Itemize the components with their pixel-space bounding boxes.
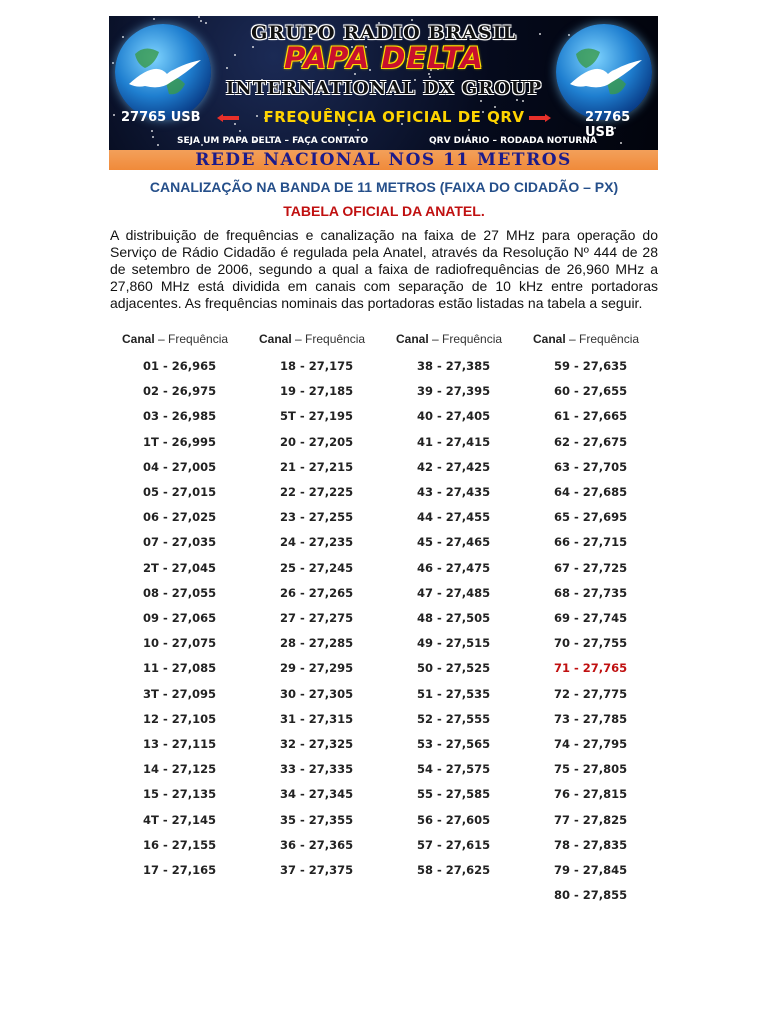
star-decoration <box>522 100 524 102</box>
table-cell: 55 - 27,585 <box>417 787 491 802</box>
table-cell: 47 - 27,485 <box>417 585 491 600</box>
table-cell: 2T - 27,045 <box>143 560 217 575</box>
table-cell: 59 - 27,635 <box>554 359 628 373</box>
table-cell: 01 - 26,965 <box>143 359 217 373</box>
header-canal: Canal <box>533 332 566 346</box>
page-subtitle: TABELA OFICIAL DA ANATEL. <box>283 203 485 219</box>
table-cell: 19 - 27,185 <box>280 384 354 399</box>
table-cell: 44 - 27,455 <box>417 510 491 525</box>
table-cell: 70 - 27,755 <box>554 636 628 651</box>
header-frequencia: Frequência <box>579 332 640 346</box>
table-cell: 80 - 27,855 <box>554 888 628 903</box>
table-cell: 54 - 27,575 <box>417 762 491 777</box>
table-cell: 05 - 27,015 <box>143 485 217 499</box>
table-cell: 50 - 27,525 <box>417 661 491 676</box>
table-cell: 26 - 27,265 <box>280 585 354 600</box>
table-cell: 49 - 27,515 <box>417 636 491 651</box>
arrow-right-icon <box>529 114 551 122</box>
table-cell: 1T - 26,995 <box>143 434 217 449</box>
table-cell: 76 - 27,815 <box>554 787 628 802</box>
table-cell: 53 - 27,565 <box>417 737 491 751</box>
table-cell: 79 - 27,845 <box>554 863 628 877</box>
header-canal: Canal <box>122 332 155 346</box>
table-cell: 37 - 27,375 <box>280 863 354 877</box>
table-cell: 09 - 27,065 <box>143 611 217 625</box>
banner-title-papa-delta: PAPA DELTA <box>284 41 484 75</box>
star-decoration <box>357 129 359 131</box>
table-cell: 71 - 27,765 <box>554 661 628 676</box>
table-cell: 22 - 27,225 <box>280 485 354 499</box>
table-cell: 3T - 27,095 <box>143 686 217 701</box>
header-separator: – <box>154 332 169 346</box>
table-cell: 75 - 27,805 <box>554 762 628 777</box>
table-cell: 46 - 27,475 <box>417 560 491 575</box>
table-cell: 20 - 27,205 <box>280 434 354 449</box>
table-cell: 03 - 26,985 <box>143 409 217 424</box>
table-cell: 14 - 27,125 <box>143 762 217 777</box>
header-separator: – <box>291 332 306 346</box>
table-cell: 17 - 27,165 <box>143 863 217 877</box>
header-banner <box>109 16 658 170</box>
star-decoration <box>151 130 153 132</box>
header-separator: – <box>565 332 580 346</box>
star-decoration <box>468 129 470 131</box>
table-cell: 58 - 27,625 <box>417 863 491 877</box>
table-cell: 43 - 27,435 <box>417 485 491 499</box>
table-column-2 <box>259 332 409 352</box>
table-cell: 61 - 27,665 <box>554 409 628 424</box>
table-cell: 33 - 27,335 <box>280 762 354 777</box>
table-cell: 41 - 27,415 <box>417 434 491 449</box>
header-frequencia: Frequência <box>305 332 366 346</box>
banner-seja-papa-delta: SEJA UM PAPA DELTA – FAÇA CONTATO <box>177 136 369 146</box>
star-decoration <box>234 123 236 125</box>
star-decoration <box>239 130 241 132</box>
star-decoration <box>157 144 159 146</box>
table-cell: 77 - 27,825 <box>554 812 628 827</box>
star-decoration <box>516 99 518 101</box>
table-cell: 08 - 27,055 <box>143 585 217 600</box>
intro-paragraph: A distribuição de frequências e canalização na faixa de 27 MHz para operação do Serviço de Rádio Cidadão é regulada pela Anatel, através da Resolução Nº 444 de 28 de setembro de 2006, segundo a qual a faixa de radiofrequências de 26,960 MHz a 27,860 MHz está dividida em canais com separação de 10 kHz entre portadoras adjacentes. As frequências nominais das portadoras estão listadas na tabela a seguir. <box>110 227 658 311</box>
table-cell: 18 - 27,175 <box>280 359 354 373</box>
table-cell: 69 - 27,745 <box>554 611 628 625</box>
table-cell: 72 - 27,775 <box>554 686 628 701</box>
star-decoration <box>152 136 154 138</box>
banner-freq-left: 27765 USB <box>121 110 201 125</box>
table-cell: 68 - 27,735 <box>554 585 628 600</box>
table-cell: 27 - 27,275 <box>280 611 354 625</box>
table-cell: 30 - 27,305 <box>280 686 354 701</box>
table-cell: 74 - 27,795 <box>554 737 628 751</box>
table-cell: 24 - 27,235 <box>280 535 354 550</box>
table-cell: 32 - 27,325 <box>280 737 354 751</box>
banner-qrv-diario: QRV DIÁRIO – RODADA NOTURNA <box>429 136 597 146</box>
table-cell: 67 - 27,725 <box>554 560 628 575</box>
banner-title-international: INTERNATIONAL DX GROUP <box>225 78 543 99</box>
banner-freq-oficial: FREQUÊNCIA OFICIAL DE QRV <box>263 108 525 126</box>
star-decoration <box>620 142 622 144</box>
globe-eagle-logo-right <box>556 24 652 120</box>
table-cell: 4T - 27,145 <box>143 812 217 827</box>
table-cell: 02 - 26,975 <box>143 384 217 399</box>
table-cell: 65 - 27,695 <box>554 510 628 525</box>
star-decoration <box>198 16 200 18</box>
table-cell: 40 - 27,405 <box>417 409 491 424</box>
table-cell: 13 - 27,115 <box>143 737 217 751</box>
table-cell: 5T - 27,195 <box>280 409 354 424</box>
table-cell: 78 - 27,835 <box>554 837 628 852</box>
table-cell: 11 - 27,085 <box>143 661 217 676</box>
table-cell: 36 - 27,365 <box>280 837 354 852</box>
table-cell: 48 - 27,505 <box>417 611 491 625</box>
star-decoration <box>112 62 114 64</box>
table-cell: 23 - 27,255 <box>280 510 354 525</box>
table-cell: 60 - 27,655 <box>554 384 628 399</box>
table-cell: 29 - 27,295 <box>280 661 354 676</box>
column-header <box>396 332 546 352</box>
header-canal: Canal <box>396 332 429 346</box>
column-header <box>259 332 409 352</box>
banner-title-grupo: GRUPO RADIO BRASIL <box>251 22 517 44</box>
table-cell: 25 - 27,245 <box>280 560 354 575</box>
table-cell: 31 - 27,315 <box>280 711 354 726</box>
table-column-1 <box>122 332 272 352</box>
table-cell: 16 - 27,155 <box>143 837 217 852</box>
table-cell: 45 - 27,465 <box>417 535 491 550</box>
banner-rede-nacional: REDE NACIONAL NOS 11 METROS <box>195 150 572 170</box>
table-cell: 42 - 27,425 <box>417 459 491 474</box>
header-frequencia: Frequência <box>442 332 503 346</box>
table-cell: 56 - 27,605 <box>417 812 491 827</box>
star-decoration <box>153 18 155 20</box>
column-header <box>533 332 683 352</box>
table-cell: 35 - 27,355 <box>280 812 354 827</box>
table-cell: 21 - 27,215 <box>280 459 354 474</box>
table-column-4 <box>533 332 683 352</box>
page-title: CANALIZAÇÃO NA BANDA DE 11 METROS (FAIXA DO CIDADÃO – PX) <box>149 179 619 195</box>
column-header <box>122 332 272 352</box>
table-cell: 10 - 27,075 <box>143 636 217 651</box>
arrow-left-icon <box>217 114 239 122</box>
table-cell: 34 - 27,345 <box>280 787 354 802</box>
table-cell: 62 - 27,675 <box>554 434 628 449</box>
table-cell: 63 - 27,705 <box>554 459 628 474</box>
table-cell: 64 - 27,685 <box>554 485 628 499</box>
star-decoration <box>480 100 482 102</box>
table-cell: 57 - 27,615 <box>417 837 491 852</box>
header-separator: – <box>428 332 443 346</box>
table-cell: 28 - 27,285 <box>280 636 354 651</box>
table-cell: 04 - 27,005 <box>143 459 217 474</box>
banner-freq-right: 27765 USB <box>585 110 631 140</box>
table-cell: 38 - 27,385 <box>417 359 491 373</box>
table-cell: 51 - 27,535 <box>417 686 491 701</box>
table-cell: 06 - 27,025 <box>143 510 217 525</box>
table-cell: 52 - 27,555 <box>417 711 491 726</box>
header-canal: Canal <box>259 332 292 346</box>
star-decoration <box>411 19 413 21</box>
table-cell: 12 - 27,105 <box>143 711 217 726</box>
table-cell: 07 - 27,035 <box>143 535 217 550</box>
globe-eagle-logo-left <box>115 24 211 120</box>
table-cell: 73 - 27,785 <box>554 711 628 726</box>
star-decoration <box>200 20 202 22</box>
header-frequencia: Frequência <box>168 332 229 346</box>
table-cell: 15 - 27,135 <box>143 787 217 802</box>
table-cell: 66 - 27,715 <box>554 535 628 550</box>
table-column-3 <box>396 332 546 352</box>
table-cell: 39 - 27,395 <box>417 384 491 399</box>
